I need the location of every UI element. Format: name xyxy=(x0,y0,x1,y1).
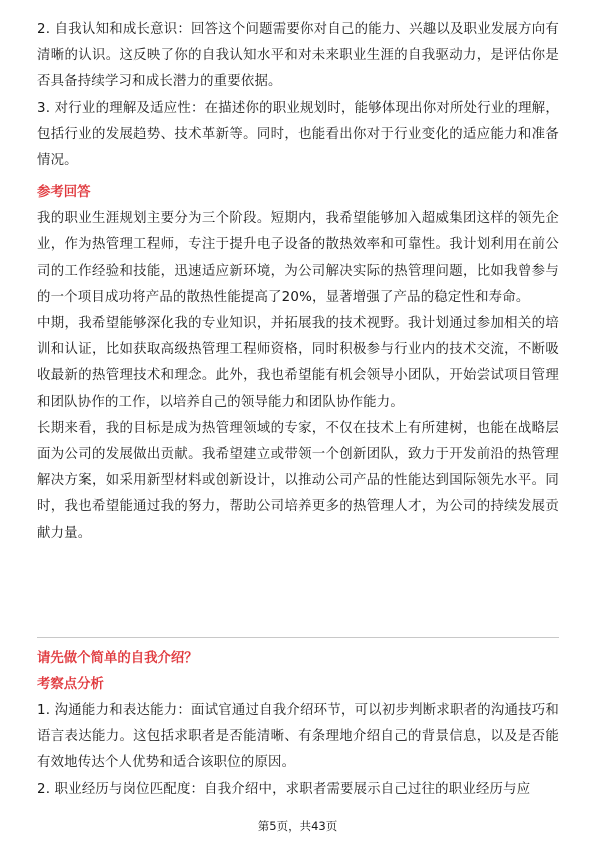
answer-paragraph-short-term: 我的职业生涯规划主要分为三个阶段。短期内，我希望能够加入超威集团这样的领先企业，作为热管理工程师，专注于提升电子设备的散热效率和可靠性。我计划利用在前公司的工作经验和技能，迅速适应新环境，为公司解决实际的热管理问题，比如我曾参与的一个项目成功将产品的散热性能提高了20%，显著增强了产品的稳定性和寿命。 xyxy=(37,211,559,305)
question-title: 请先做个简单的自我介绍？ xyxy=(37,651,198,666)
answer-paragraph-long-term: 长期来看，我的目标是成为热管理领域的专家，不仅在技术上有所建树，也能在战略层面为公司的发展做出贡献。我希望建立或带领一个创新团队，致力于开发前沿的热管理解决方案，如采用新型材料或创新设计，以推动公司产品的性能达到国际领先水平。同时，我也希望能通过我的努力，帮助公司培养更多的热管理人才，为公司的持续发展贡献力量。 xyxy=(37,420,559,541)
analysis-item-3: 3. 对行业的理解及适应性：在描述你的职业规划时，能够体现出你对所处行业的理解，包括行业的发展趋势、技术革新等。同时，也能看出你对于行业变化的适应能力和准备情况。 xyxy=(37,100,559,169)
analysis-item-2: 2. 自我认知和成长意识：回答这个问题需要你对自己的能力、兴趣以及职业发展方向有清晰的认识。这反映了你的自我认知水平和对未来职业生涯的自我驱动力，是评估你是否具备持续学习和成长潜力的重要依据。 xyxy=(37,22,559,90)
analysis-item-experience: 2. 职业经历与岗位匹配度：自我介绍中，求职者需要展示自己过往的职业经历与应 xyxy=(37,781,531,797)
page-number: 第5页，共43页 xyxy=(257,819,338,833)
answer-paragraph-mid-term: 中期，我希望能够深化我的专业知识，并拓展我的技术视野。我计划通过参加相关的培训和认证，比如获取高级热管理工程师资格，同时积极参与行业内的技术交流，不断吸收最新的热管理技术和理念。此外，我也希望能有机会领导小团队，开始尝试项目管理和团队协作的工作，以培养自己的领导能力和团队协作能力。 xyxy=(37,316,559,410)
page-content xyxy=(37,17,559,547)
reference-answer-heading: 参考回答 xyxy=(37,185,91,201)
section-divider xyxy=(37,637,559,638)
analysis-item-communication: 1. 沟通能力和表达能力：面试官通过自我介绍环节，可以初步判断求职者的沟通技巧和语言表达能力。这包括求职者是否能清晰、有条理地介绍自己的背景信息，以及是否能有效地传达个人优势和适合该职位的原因。 xyxy=(37,703,559,771)
analysis-heading: 考察点分析 xyxy=(37,677,104,692)
question-section xyxy=(37,646,559,803)
